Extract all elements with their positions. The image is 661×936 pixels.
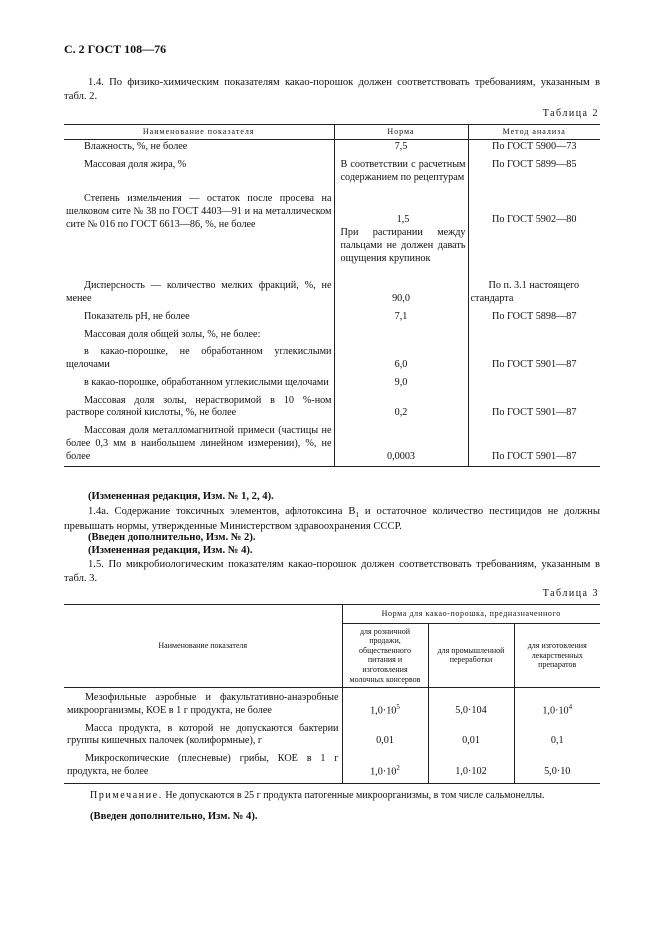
table-cell xyxy=(468,325,600,343)
table-2-caption: Таблица 2 xyxy=(542,108,599,119)
paragraph-1-4: 1.4. По физико-химическим показателям какао-порошок должен соответствовать требованиям, указанным в табл. 2. xyxy=(64,77,600,102)
table-cell: 0,1 xyxy=(514,720,600,751)
table-row xyxy=(64,140,600,155)
table-2-header-method: Метод анализа xyxy=(468,125,600,140)
table-row xyxy=(64,720,600,751)
table-cell: По ГОСТ 5901—87 xyxy=(468,421,600,467)
table-cell: По п. 3.1 настоящего стандарта xyxy=(470,280,580,304)
table-2-header-norm: Норма xyxy=(334,125,468,140)
table-row xyxy=(64,391,600,422)
table-cell: 0,2 xyxy=(334,391,468,422)
page-header: С. 2 ГОСТ 108—76 xyxy=(64,42,167,56)
note-text: Не допускаются в 25 г продукта патогенные микроорганизмы, в том числе сальмонеллы. xyxy=(165,790,545,801)
table-3-sub-header-pharma: для изготовления лекарственных препаратов xyxy=(514,623,600,688)
table-cell: По ГОСТ 5898—87 xyxy=(492,310,577,322)
table-cell: 5,0·104 xyxy=(428,688,514,720)
table-row xyxy=(64,325,600,343)
table-2-header-name: Наименование показателя xyxy=(64,125,334,140)
table-cell: Мезофильные аэробные и факультативно-анаэробные микроорганизмы, КОЕ в 1 г продукта, не более xyxy=(67,692,339,716)
paragraph-1-4a xyxy=(64,505,600,534)
exponent: 2 xyxy=(396,763,400,772)
table-cell: 0,01 xyxy=(428,720,514,751)
table-cell: 5,0·10 xyxy=(514,750,600,783)
table-3-sub-header-industry: для промышленной переработки xyxy=(428,623,514,688)
table-3-group-header: Норма для какао-порошка, предназначенного xyxy=(342,605,600,624)
p14a-post: и остаточное количество пестицидов не должны превышать нормы, утвержденные Министерством здравоохранения СССР. xyxy=(64,506,600,533)
table-row xyxy=(64,373,600,391)
table-row xyxy=(64,750,600,783)
table-row xyxy=(64,421,600,467)
table-cell: По ГОСТ 5901—87 xyxy=(492,407,577,419)
table-cell: Массовая доля золы, нерастворимой в 10 %-ном растворе соляной кислоты, %, не более xyxy=(64,391,334,422)
table-cell: Степень измельчения — остаток после просева на шелковом сите № 38 по ГОСТ 4403—91 и на металлическом сите № 016 по ГОСТ 6613—86, %, не более xyxy=(64,192,334,279)
table-cell: По ГОСТ 5902—80 xyxy=(492,214,577,226)
table-row xyxy=(64,279,600,307)
table-cell: Масса продукта, в которой не допускаются бактерии группы кишечных палочек (колиформные), г xyxy=(67,722,339,747)
table-row xyxy=(64,688,600,720)
table-cell: 90,0 xyxy=(334,279,468,307)
table-cell: 1,0·102 xyxy=(428,750,514,783)
table-3-header-name: Наименование показателя xyxy=(64,605,342,688)
table-cell: 7,1 xyxy=(334,307,468,325)
table-cell: Микроскопические (плесневые) грибы, КОЕ в 1 г продукта, не более xyxy=(64,750,342,783)
p14a-sub: 1 xyxy=(355,511,359,520)
table-cell: По ГОСТ 5900—73 xyxy=(492,141,577,152)
table-cell: В соответствии с расчетным содержанием по рецептурам xyxy=(334,155,468,193)
table-cell: 9,0 xyxy=(334,373,468,391)
table-cell xyxy=(342,750,428,783)
table-cell xyxy=(514,688,600,720)
table-cell xyxy=(342,688,428,720)
table-cell: 7,5 xyxy=(334,140,468,155)
table-cell: 0,0003 xyxy=(334,421,468,467)
norm-value: 1,5 xyxy=(396,214,410,226)
value: 1,0·10 xyxy=(370,704,397,716)
table-cell: Массовая доля металломагнитной примеси (частицы не более 0,3 мм в наибольшем линейном измерении), %, не более xyxy=(64,421,334,467)
table-row xyxy=(64,155,600,193)
paragraph-1-5: 1.5. По микробиологическим показателям какао-порошок должен соответствовать требованиям, указанным в табл. 3. xyxy=(64,559,600,584)
added-note-2: (Введен дополнительно, Изм. № 2). xyxy=(88,532,256,543)
norm-note: При растирании между пальцами не должен давать ощущения крупинок xyxy=(340,227,466,264)
table-cell: в какао-порошке, обработанном углекислыми щелочами xyxy=(64,373,334,391)
table-row xyxy=(64,307,600,325)
table-cell: 0,01 xyxy=(342,720,428,751)
p14a-pre: 1.4а. Содержание токсичных элементов, афлотоксина В xyxy=(88,506,356,517)
table-cell: По ГОСТ 5901—87 xyxy=(492,359,577,370)
value: 1,0·10 xyxy=(542,704,569,716)
exponent: 5 xyxy=(396,702,400,711)
table-row xyxy=(64,192,600,279)
table-cell xyxy=(334,192,468,279)
table-cell: Влажность, %, не более xyxy=(64,140,334,155)
table-cell xyxy=(468,373,600,391)
table-cell: Дисперсность — количество мелких фракций, %, не менее xyxy=(64,279,334,307)
table-cell: 6,0 xyxy=(334,342,468,373)
table-3-note xyxy=(90,790,544,803)
table-3 xyxy=(64,604,600,784)
table-3-caption: Таблица 3 xyxy=(542,588,599,599)
table-cell: Массовая доля общей золы, %, не более: xyxy=(64,325,334,343)
edit-note-1: (Измененная редакция, Изм. № 1, 2, 4). xyxy=(88,491,274,502)
table-3-sub-header-retail: для розничной продажи, общественного питания и изготовления молочных консервов xyxy=(342,623,428,688)
table-cell: Массовая доля жира, % xyxy=(64,155,334,193)
table-2 xyxy=(64,124,600,467)
value: 1,0·10 xyxy=(370,765,397,777)
table-row xyxy=(64,342,600,373)
note-label: Примечание. xyxy=(90,790,163,801)
exponent: 4 xyxy=(568,702,573,711)
table-cell: Показатель рН, не более xyxy=(64,307,334,325)
table-cell: в какао-порошке, не обработанном углекислыми щелочами xyxy=(64,342,334,373)
table-cell: По ГОСТ 5899—85 xyxy=(492,158,577,170)
edit-note-4: (Измененная редакция, Изм. № 4). xyxy=(88,545,253,556)
table-cell xyxy=(334,325,468,343)
added-note-4: (Введен дополнительно, Изм. № 4). xyxy=(90,811,258,822)
